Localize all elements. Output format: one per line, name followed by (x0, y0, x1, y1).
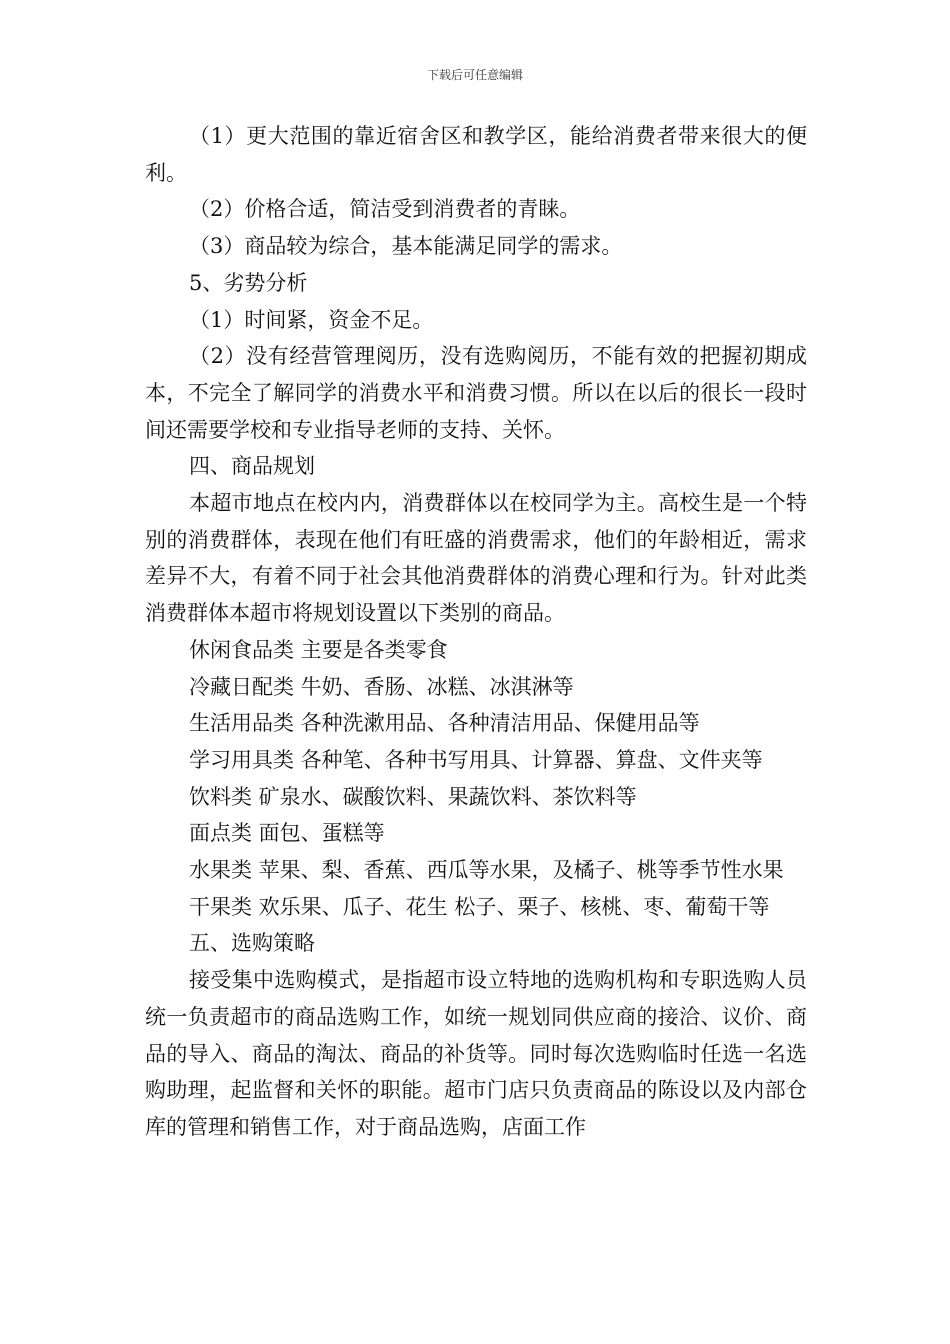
list-item: 面点类 面包、蛋糕等 (189, 821, 385, 846)
section-heading: 五、选购策略 (189, 931, 315, 956)
paragraph: 本超市地点在校内内，消费群体以在校同学为主。高校生是一个特别的消费群体，表现在他们有旺盛的消费需求，他们的年龄相近，需求差异不大，有着不同于社会其他消费群体的消费心理和行为。针对此类消费群体本超市将规划设置以下类别的商品。 (145, 491, 807, 626)
list-item: 水果类 苹果、梨、香蕉、西瓜等水果，及橘子、桃等季节性水果 (189, 858, 784, 883)
list-item: 学习用具类 各种笔、各种书写用具、计算器、算盘、文件夹等 (189, 747, 763, 772)
page-header: 下载后可任意编辑 (426, 68, 523, 82)
document-body (145, 118, 807, 1146)
list-item: 生活用品类 各种洗漱用品、各种清洁用品、保健用品等 (189, 711, 700, 736)
list-item: 冷藏日配类 牛奶、香肠、冰糕、冰淇淋等 (189, 674, 574, 699)
paragraph: （3）商品较为综合，基本能满足同学的需求。 (189, 234, 623, 259)
section-heading: 四、商品规划 (189, 454, 315, 479)
paragraph: （2）价格合适，简洁受到消费者的青睐。 (189, 197, 581, 222)
paragraph: （1）时间紧，资金不足。 (189, 307, 434, 332)
section-heading: 5、劣势分析 (189, 270, 308, 295)
list-item: 饮料类 矿泉水、碳酸饮料、果蔬饮料、茶饮料等 (189, 784, 637, 809)
list-item: 干果类 欢乐果、瓜子、花生 松子、栗子、核桃、枣、葡萄干等 (189, 894, 770, 919)
list-item: 休闲食品类 主要是各类零食 (189, 637, 448, 662)
paragraph: 接受集中选购模式，是指超市设立特地的选购机构和专职选购人员统一负责超市的商品选购工作，如统一规划同供应商的接洽、议价、商品的导入、商品的淘汰、商品的补货等。同时每次选购临时任选一名选购助理，起监督和关怀的职能。超市门店只负责商品的陈设以及内部仓库的管理和销售工作，对于商品选购，店面工作 (145, 968, 807, 1139)
paragraph: （2）没有经营管理阅历，没有选购阅历，不能有效的把握初期成本，不完全了解同学的消费水平和消费习惯。所以在以后的很长一段时间还需要学校和专业指导老师的支持、关怀。 (145, 344, 807, 442)
paragraph: （1）更大范围的靠近宿舍区和教学区，能给消费者带来很大的便利。 (145, 124, 807, 185)
